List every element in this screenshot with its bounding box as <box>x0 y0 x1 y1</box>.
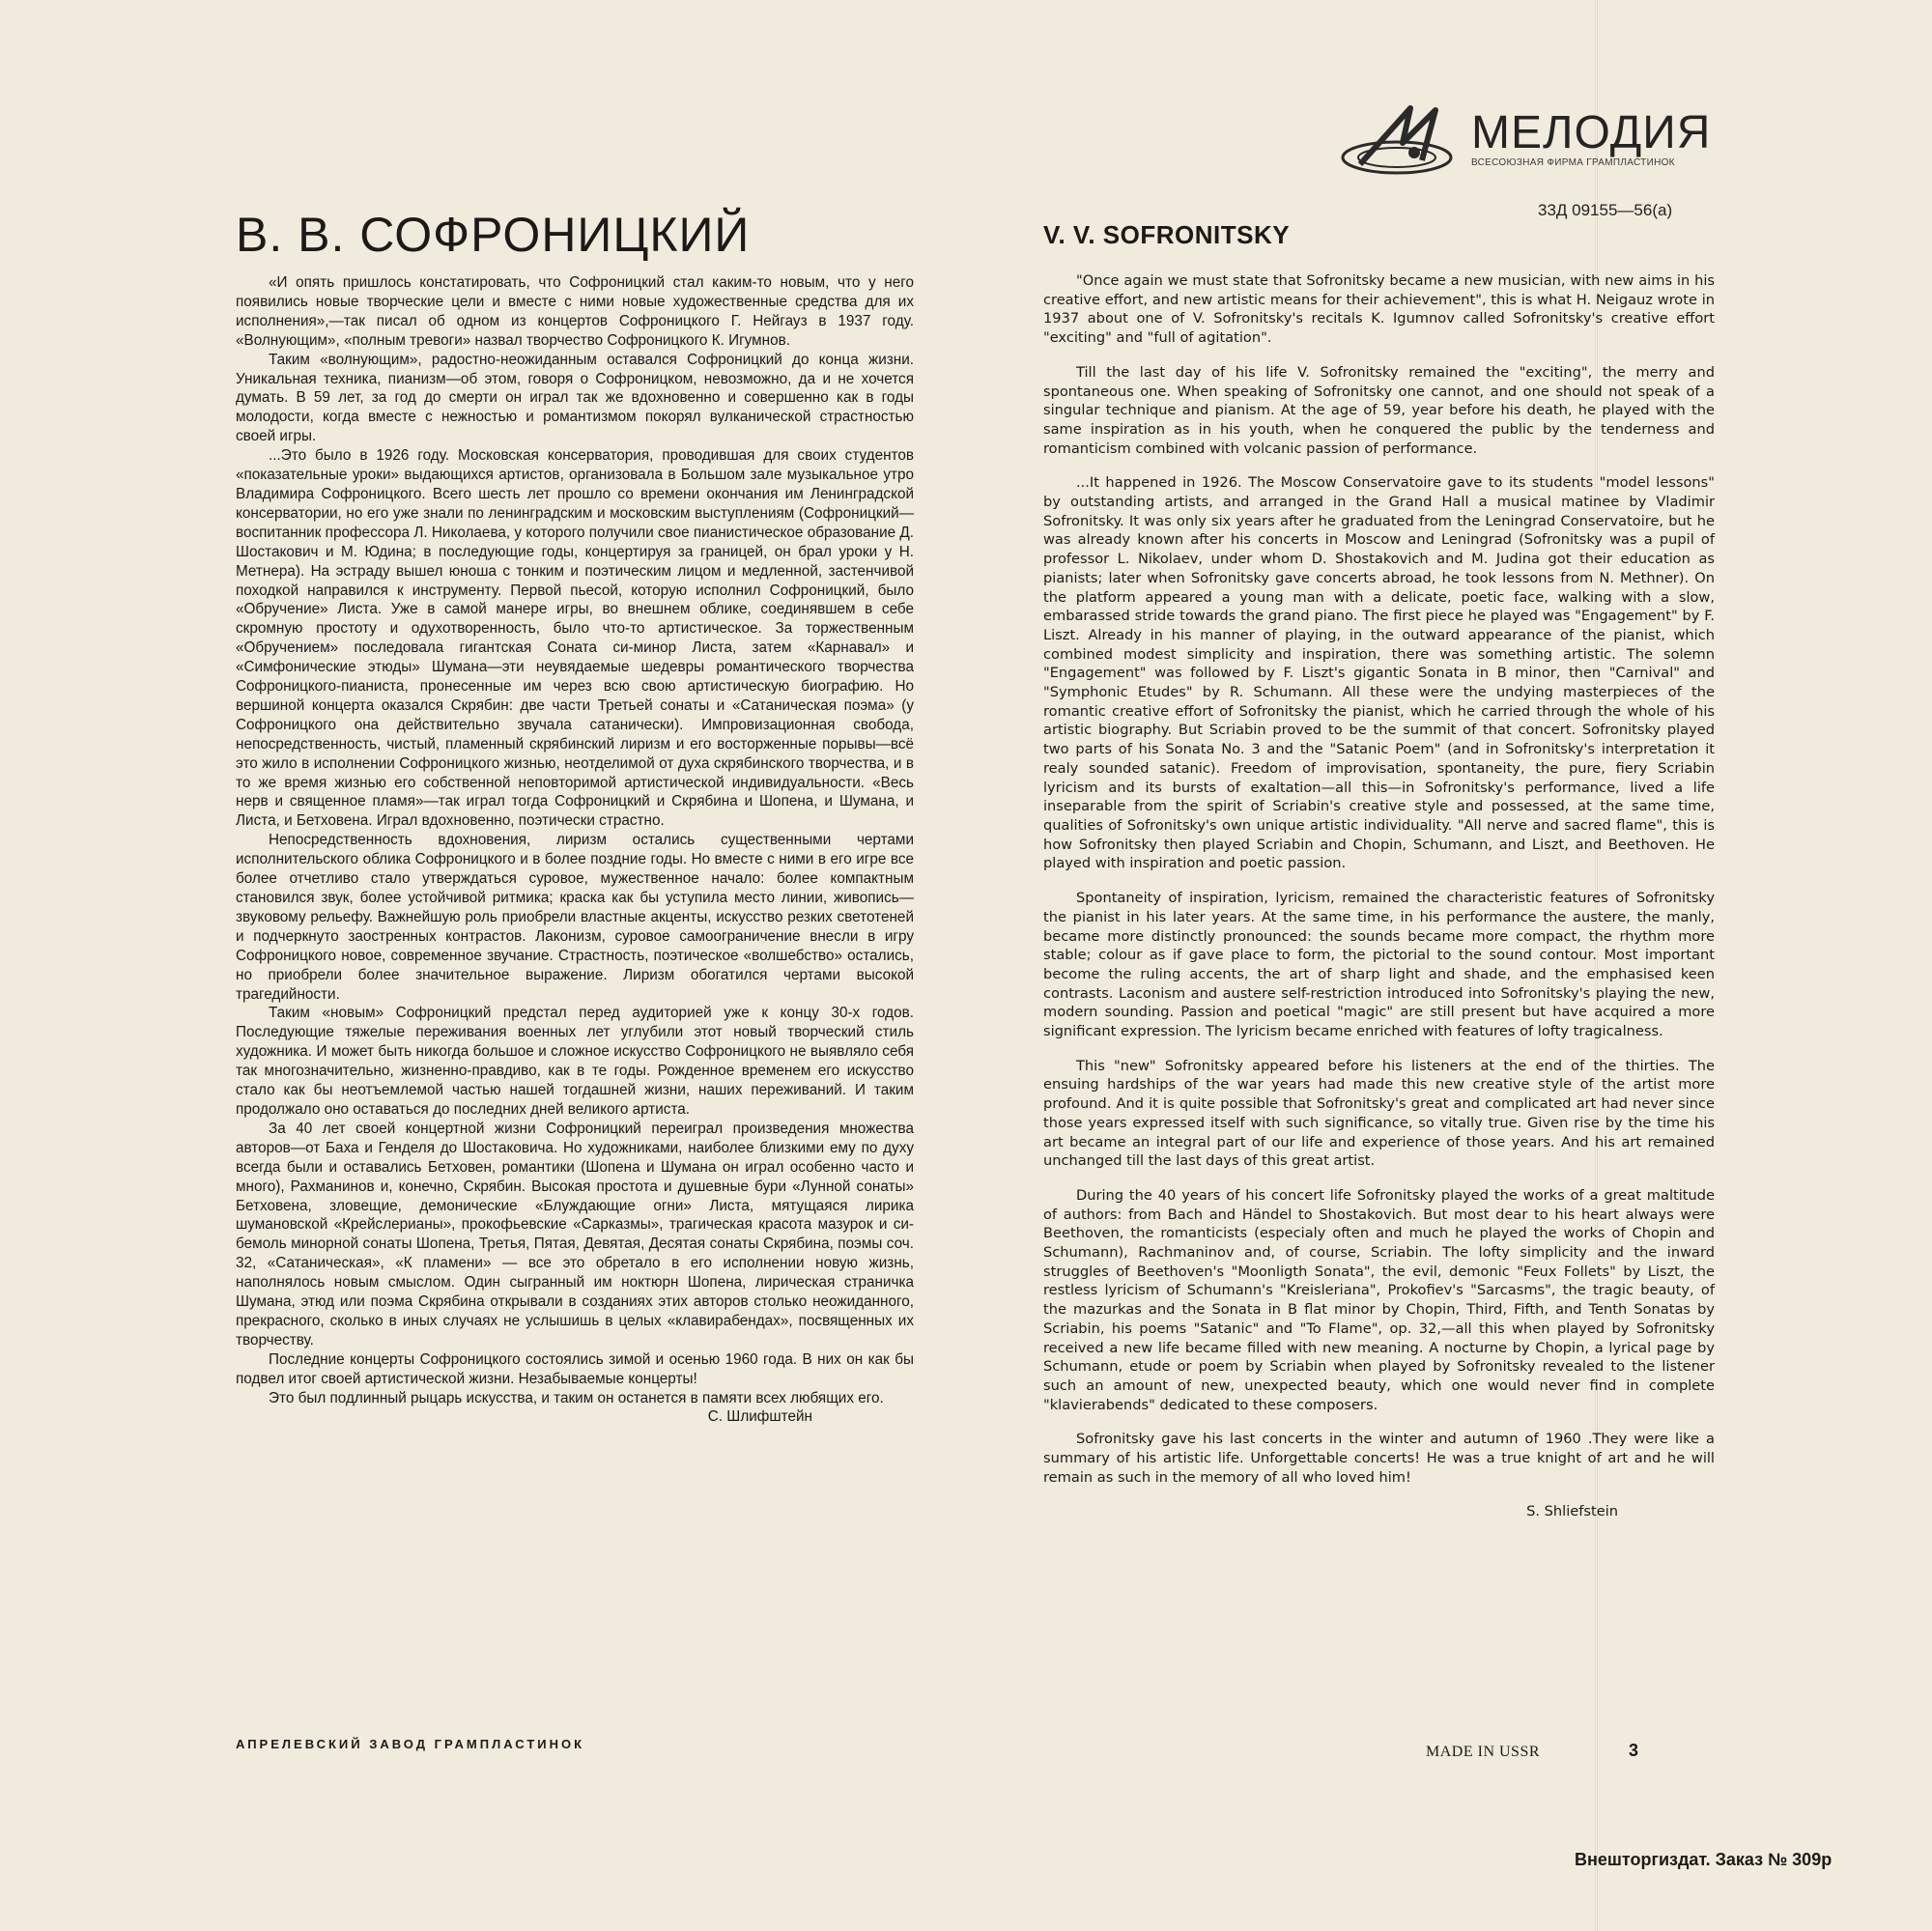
catalog-number: 33Д 09155—56(а) <box>1538 201 1673 219</box>
paragraph-ru: Непосредственность вдохновения, лиризм остались существенными чертами исполнительского облика Софроницкого и в более поздние годы. Но вместе с ними в его игре все более отчетливо стало утверждаться суровое, мужественное начало: более компактным становился звук, более устойчивой ритмика; краска как бы уступила место линии, живопись—звуковому рельефу. Важнейшую роль приобрели властные акценты, искусство резких светотеней и подчеркнуто заостренных контрастов. Лаконизм, суровое самоограничение внесли в игру Софроницкого новое, современное звучание. Страстность, поэтическое «волшебство» остались, но приобрели более значительное выражение. Лиризм обогатился чертами высокой трагедийности. <box>236 832 914 1003</box>
plant-name: АПРЕЛЕВСКИЙ ЗАВОД ГРАМПЛАСТИНОК <box>236 1737 585 1751</box>
paragraph-ru: За 40 лет своей концертной жизни Софроницкий переиграл произведения множества авторов—от Баха и Генделя до Шостаковича. Но художниками, наиболее близкими ему по духу всегда были и оставались Бетховен, романтики (Шопена и Шумана он играл особенно часто и много), Рахманинов и, конечно, Скрябин. Высокая простота и душевные бури «Лунной сонаты» Бетховена, зловещие, демонические «Блуждающие огни» Листа, мятущаяся лирика шумановской «Крейслерианы», прокофьевские «Сарказмы», трагическая красота мазурок и си-бемоль минорной сонаты Шопена, Третья, Пятая, Девятая, Десятая сонаты Скрябина, поэмы соч. 32, «Сатаническая», «К пламени» — все это обретало в его исполнении новую жизнь, наполнялось новым смыслом. Один сыгранный им ноктюрн Шопена, лирическая страничка Шумана, этюд или поэма Скрябина открывали в созданиях этих авторов столько неожиданного, прекрасного, сколько в иных случаях не услышишь в целых «клавирабендах», посвященных их творчеству. <box>236 1120 914 1349</box>
paragraph-ru: Это был подлинный рыцарь искусства, и таким он останется в памяти всех любящих его. <box>269 1389 884 1406</box>
paragraph-ru: Последние концерты Софроницкого состоялись зимой и осенью 1960 года. В них он как бы подвел итог своей артистической жизни. Незабываемые концерты! <box>236 1350 914 1387</box>
article-english <box>1043 271 1715 1521</box>
made-in-label: MADE IN USSR <box>1426 1744 1541 1760</box>
title-english: V. V. SOFRONITSKY <box>1043 220 1291 249</box>
melodiya-logo-icon <box>1341 104 1466 191</box>
paragraph-en: "Once again we must state that Sofronitsky became a new musician, with new aims in his creative effort, and new artistic means for their achievement", this is what H. Neigauz wrote in 1937 about one of V. Sofronitsky's recitals K. Igumnov called Sofronitsky's creative effort "exciting" and "full of agitation". <box>1043 272 1715 347</box>
paragraph-en: Sofronitsky gave his last concerts in the winter and autumn of 1960 .They were like a summary of his artistic life. Unforgettable concerts! He was a true knight of art and he will remain as such in the memory of all who loved him! <box>1043 1431 1715 1486</box>
paragraph-en: Till the last day of his life V. Sofronitsky remained the "exciting", the merry and spontaneous one. When speaking of Sofronitsky one cannot, and one should not speak of a singular technique and pianism. At the age of 59, year before his death, he played with the same inspiration as in his youth, when he conquered the public by the tenderness and romanticism combined with volcanic passion of performance. <box>1043 363 1715 457</box>
paragraph-ru: ...Это было в 1926 году. Московская консерватория, проводившая для своих студентов «показательные уроки» выдающихся артистов, организовала в Большом зале музыкальное утро Владимира Софроницкого. Всего шесть лет прошло со времени окончания им Ленинградской консерватории, но его уже знали по ленинградским и московским выступлениям (Софроницкий—воспитанник профессора Л. Николаева, у которого получили свое пианистическое образование Д. Шостакович и М. Юдина; в последующие годы, концертируя за границей, он брал уроки у Н. Метнера). На эстраду вышел юноша с тонким и поэтическим лицом и медленной, застенчивой походкой направился к инструменту. Первой пьесой, которую исполнил Софроницкий, было «Обручение» Листа. Уже в самой манере игры, во внешнем облике, соединявшем в себе скромную простоту и одухотворенность, было что-то артистическое. За торжественным «Обручением» последовала гигантская Соната си-минор Листа, затем «Карнавал» и «Симфонические этюды» Шумана—эти неувядаемые шедевры романтического творчества Софроницкого-пианиста, пронесенные им через всю свою артистическую биографию. Но вершиной концерта оказался Скрябин: две части Третьей сонаты и «Сатаническая поэма» (у Софроницкого она действительно звучала сатанически). Импровизационная свобода, непосредственность, чистый, пламенный скрябинский лиризм и его восторженные порывы—всё это жило в исполнении Софроницкого жизнью, неотделимой от духа скрябинского творчества, и в то же время жизнью его собственной неповторимой артистической индивидуальности. «Весь нерв и священное пламя»—так играл тогда Софроницкий и Скрябина и Шопена, и Шумана, и Листа, и Бетховена. Играл вдохновенно, поэтически страстно. <box>236 447 914 830</box>
page-number: 3 <box>1629 1741 1639 1760</box>
signature-english: S. Shliefstein <box>1526 1503 1618 1520</box>
article-russian <box>236 273 914 1427</box>
paragraph-ru: «И опять пришлось констатировать, что Софроницкий стал каким-то новым, что у него появились новые творческие цели и вместе с ними новые художественные средства для их исполнения»,—так писал об одном из концертов Софроницкого Г. Нейгауз в 1937 году. «Волнующим», «полным тревоги» назвал творчество Софроницкого К. Игумнов. <box>236 274 914 349</box>
paragraph-ru: Таким «новым» Софроницкий предстал перед аудиторией уже к концу 30-х годов. Последующие тяжелые переживания военных лет углубили этот новый творческий стиль художника. И может быть никогда большое и сложное искусство Софроницкого не выявляло себя так многозначительно, жизненно-правдиво, как в те годы. Рожденное временем его искусство стало как бы неотъемлемой частью нашей тогдашней жизни, наших переживаний. И таким продолжало оно оставаться до последних дней великого артиста. <box>236 1005 914 1118</box>
paragraph-ru: Таким «волнующим», радостно-неожиданным оставался Софроницкий до конца жизни. Уникальная техника, пианизм—об этом, говоря о Софроницком, невозможно, да и не хочется думать. В 59 лет, за год до смерти он играл так же вдохновенно и совершенно как в годы молодости, когда вместе с нежностью и романтизмом покорял вулканической страстностью своей игры. <box>236 351 914 445</box>
paragraph-en: ...It happened in 1926. The Moscow Conservatoire gave to its students "model lessons" by outstanding artists, and arranged in the Grand Hall a musical matinee by Vladimir Sofronitsky. It was only six years after he graduated from the Leningrad Conservatoire, but he was already known after his concerts in Moscow and Leningrad (Sofronitsky was a pupil of professor L. Nikolaev, under whom D. Shostakovich and M. Judina got their education as pianists; later when Sofronitsky gave concerts abroad, he took lessons from N. Methner). On the platform appeared a young man with a delicate, poetic face, walking with a slow, embarassed stride towards the grand piano. The first piece he played was "Engagement" by F. Liszt. Already in his manner of playing, in the outward appearance of the pianist, which combined modest simplicity and inspiration, there was something artistic. The solemn "Engagement" was followed by F. Liszt's gigantic Sonata in B minor, then "Carnival" and "Symphonic Etudes" by R. Schumann. All these were the undying masterpieces of the romantic creative effort of Sofronitsky the pianist, which he carried through the whole of his artistic biography. But Scriabin proved to be the summit of that concert. Sofronitsky played two parts of his Sonata No. 3 and the "Satanic Poem" (and in Sofronitsky's interpretation it realy sounded satanic). Freedom of improvisation, spontaneity, the pure, fiery Scriabin lyricism and its bursts of exaltation—all this—in Sofronitsky's performance, lived a life inseparable from the spirit of Scriabin's creative style and possessed, at the same time, qualities of Sofronitsky's own unique artistic individuality. "All nerve and sacred flame", this is how Sofronitsky then played Scriabin and Chopin, Schumann, and Liszt, and Beethoven. He played with inspiration and poetic passion. <box>1043 474 1715 872</box>
brand-logo <box>1341 104 1712 191</box>
signature-russian: С. Шлифштейн <box>707 1408 812 1426</box>
paragraph-en: Spontaneity of inspiration, lyricism, remained the characteristic features of Sofronitsky the pianist in his later years. At the same time, in his performance the austere, the manly, became more distinctly pronounced: the sounds became more compact, the rhythm more stable; colour as if gave place to form, the pictorial to the sound contour. Most important become the ruling accents, the art of sharp light and shade, and the emphasised keen contrasts. Laconism and austere self-restriction introduced into Sofronitsky's playing the new, modern sounding. Passion and poetical "magic" are still present but have acquired a more significant expression. The lyricism became enriched with features of lofty tragicalness. <box>1043 890 1715 1040</box>
brand-name: МЕЛОДИЯ <box>1471 107 1712 158</box>
brand-subtitle: ВСЕСОЮЗНАЯ ФИРМА ГРАМПЛАСТИНОК <box>1471 157 1675 168</box>
paragraph-en: This "new" Sofronitsky appeared before his listeners at the end of the thirties. The ensuing hardships of the war years had made this new creative style of the artist more profound. And it is quite possible that Sofronitsky's great and complicated art had never since those years expressed itself with such significance, so vitally true. Given rise by the time his art became an integral part of our life and experience of those years. And his art remained unchanged till the last days of this great artist. <box>1043 1057 1715 1170</box>
order-number: Внешторгиздат. Заказ № 309р <box>1575 1850 1833 1869</box>
title-russian: В. В. СОФРОНИЦКИЙ <box>236 208 751 262</box>
paragraph-en: During the 40 years of his concert life Sofronitsky played the works of a great maltitude of authors: from Bach and Händel to Shostakovich. But most dear to his heart always were Beethoven, the romanticists (especialy often and much he played the works of Chopin and Schumann), Rachmaninov and, of course, Scriabin. The lofty simplicity and the inward struggles of Beethoven's "Moonligth Sonata", the evil, demonic "Feux Follets" by Liszt, the restless lyricism of Schumann's "Kreisleriana", Prokofiev's "Sarcasms", the tragic beauty, of the mazurkas and the Sonata in B flat minor by Chopin, Third, Fifth, and Tenth Sonatas by Scriabin, his poems "Satanic" and "To Flame", op. 32,—all this when played by Sofronitsky received a new life became filled with new meaning. A nocturne by Chopin, a lyrical page by Schumann, etude or poem by Scriabin when played by Sofronitsky revealed to the listener such an amount of new, unexpected beauty, which one would never find in complete "klavierabends" dedicated to these composers. <box>1043 1186 1715 1413</box>
